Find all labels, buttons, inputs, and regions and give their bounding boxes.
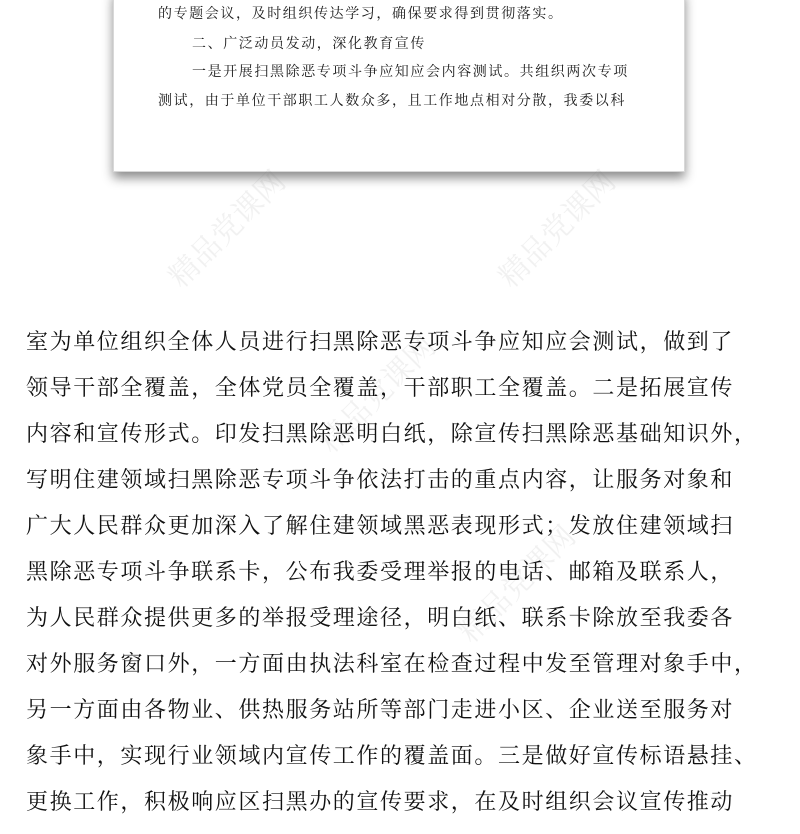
body-paragraph <box>26 328 786 834</box>
body-text-line: 广大人民群众更加深入了解住建领域黑恶表现形式；发放住建领域扫 <box>26 514 735 539</box>
body-text-line: 更换工作，积极响应区扫黑办的宣传要求，在及时组织会议宣传推动 <box>26 790 735 815</box>
watermark: 精品党课网 <box>162 164 293 295</box>
body-text-line: 对外服务窗口外，一方面由执法科室在检查过程中发至管理对象手中， <box>26 652 758 677</box>
card-text-line: 测试，由于单位干部职工人数众多，且工作地点相对分散，我委以科 <box>158 93 626 109</box>
body-text-line: 象手中，实现行业领域内宣传工作的覆盖面。三是做好宣传标语悬挂、 <box>26 744 758 769</box>
section-heading: 二、广泛动员发动，深化教育宣传 <box>192 36 426 52</box>
body-text-line: 另一方面由各物业、供热服务站所等部门走进小区、企业送至服务对 <box>26 698 735 723</box>
watermark: 精品党课网 <box>312 329 443 460</box>
watermark: 精品党课网 <box>492 164 623 295</box>
body-text-line: 领导干部全覆盖，全体党员全覆盖，干部职工全覆盖。二是拓展宣传 <box>26 376 735 401</box>
body-text-line: 黑除恶专项斗争联系卡，公布我委受理举报的电话、邮箱及联系人， <box>26 560 735 585</box>
body-text-line: 内容和宣传形式。印发扫黑除恶明白纸，除宣传扫黑除恶基础知识外， <box>26 422 758 447</box>
body-text-line: 写明住建领域扫黑除恶专项斗争依法打击的重点内容，让服务对象和 <box>26 468 735 493</box>
document-page-card <box>113 0 685 172</box>
watermark: 精品党课网 <box>452 519 583 650</box>
body-text-line: 为人民群众提供更多的举报受理途径，明白纸、联系卡除放至我委各 <box>26 606 735 631</box>
card-text-line: 的专题会议，及时组织传达学习，确保要求得到贯彻落实。 <box>158 6 564 22</box>
card-text-line: 一是开展扫黑除恶专项斗争应知应会内容测试。共组织两次专项 <box>192 64 629 80</box>
body-text-line: 室为单位组织全体人员进行扫黑除恶专项斗争应知应会测试，做到了 <box>26 330 735 355</box>
